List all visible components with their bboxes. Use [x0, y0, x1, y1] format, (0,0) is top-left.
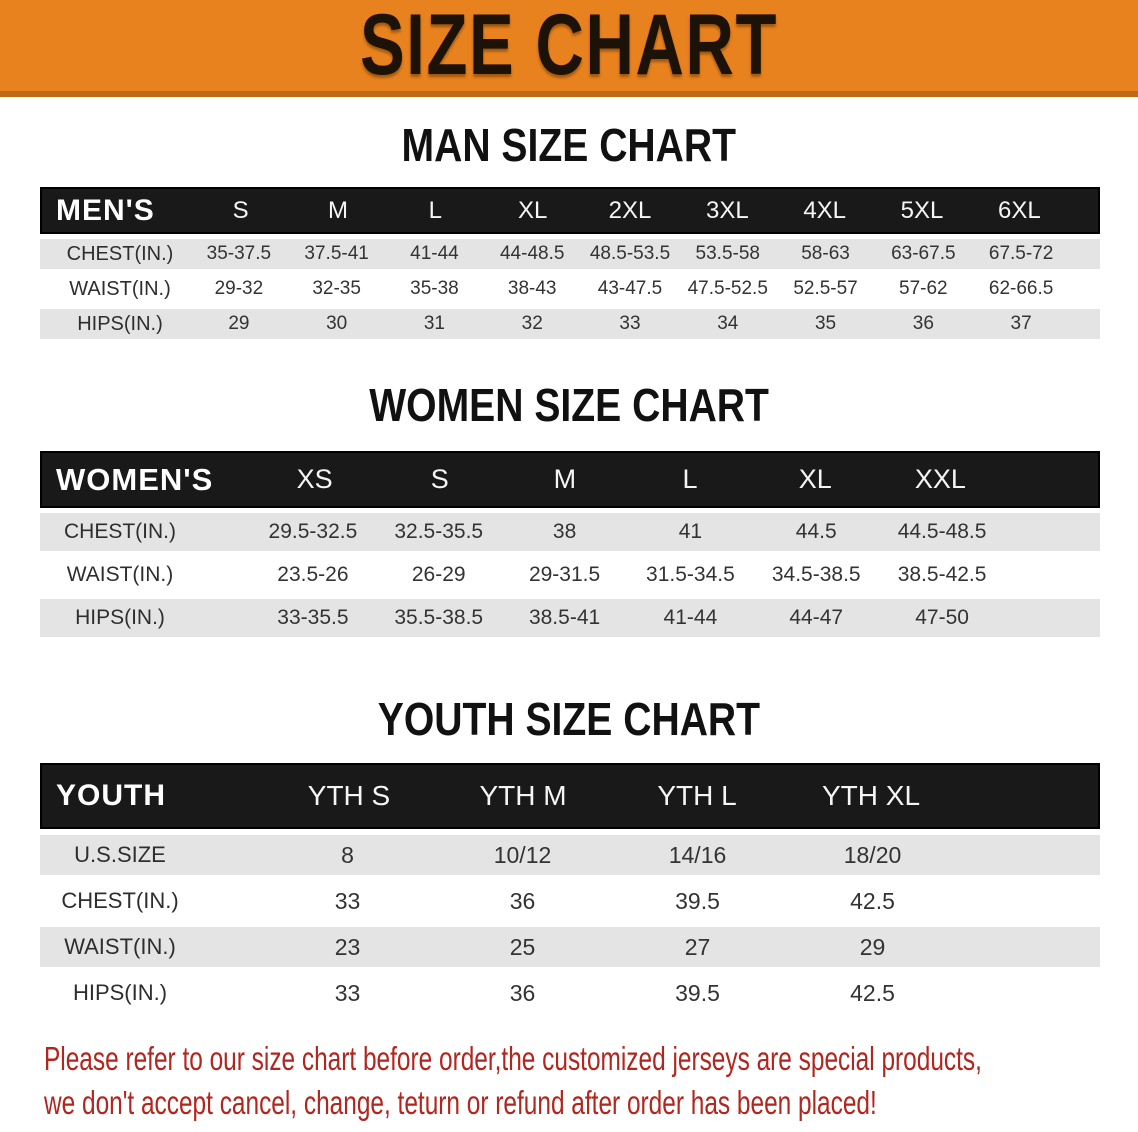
size-cell: 23 [334, 933, 361, 960]
youth-size-chart-heading [0, 693, 1138, 745]
womens-size-table [40, 451, 1100, 637]
table-row [40, 973, 1100, 1013]
table-row [40, 835, 1100, 875]
size-cell: 32 [521, 313, 543, 334]
size-cell: 26-29 [411, 563, 466, 586]
size-column-header: YTH M [479, 780, 567, 811]
size-cell: 57-62 [899, 278, 948, 299]
section-man-size-chart [0, 119, 1138, 339]
size-column-header: M [553, 464, 577, 494]
size-cell: 33 [334, 887, 361, 914]
size-cell: 29 [228, 313, 250, 334]
size-column-header: L [428, 196, 442, 224]
size-cell: 30 [326, 313, 348, 334]
size-cell: 43-47.5 [597, 278, 663, 299]
size-column-header: YTH S [307, 780, 391, 811]
size-cell: 47-50 [915, 606, 969, 629]
size-cell: 34.5-38.5 [771, 563, 861, 586]
size-column-header: M [327, 196, 348, 224]
size-column-header: XL [798, 464, 832, 494]
mens-size-table [40, 187, 1100, 339]
youth-table-label: YOUTH [56, 779, 166, 812]
size-cell: 25 [509, 933, 536, 960]
size-column-header: S [232, 196, 249, 224]
youth-size-chart-heading-text: YOUTH SIZE CHART [377, 693, 761, 745]
size-cell: 31 [423, 313, 445, 334]
row-label: WAIST(IN.) [66, 563, 174, 586]
size-cell: 44.5-48.5 [897, 520, 987, 543]
table-row [40, 274, 1100, 304]
size-cell: 36 [509, 887, 536, 914]
disclaimer-line-2: we don't accept cancel, change, teturn or refund after order has been placed! [44, 1084, 877, 1121]
size-column-header: 3XL [705, 196, 749, 224]
size-cell: 14/16 [668, 841, 727, 868]
table-row [40, 599, 1100, 637]
size-cell: 41-44 [663, 606, 718, 629]
size-cell: 31.5-34.5 [646, 563, 735, 586]
size-cell: 38.5-42.5 [897, 563, 987, 586]
size-column-header: XXL [914, 464, 966, 494]
section-women-size-chart [0, 379, 1138, 637]
size-column-header: L [682, 464, 698, 494]
size-cell: 33 [334, 979, 361, 1006]
size-column-header: 5XL [900, 196, 944, 224]
mens-table-label: MEN'S [56, 193, 155, 227]
size-cell: 48.5-53.5 [589, 243, 671, 264]
table-row [40, 309, 1100, 339]
row-label: CHEST(IN.) [64, 520, 176, 543]
womens-table-body [40, 513, 1100, 637]
table-row [40, 556, 1100, 594]
size-cell: 32.5-35.5 [394, 520, 484, 543]
size-column-header: 6XL [997, 196, 1041, 224]
row-label: U.S.SIZE [74, 842, 166, 867]
size-cell: 44-48.5 [499, 243, 565, 264]
size-cell: 34 [717, 313, 739, 334]
size-cell: 37 [1010, 313, 1032, 334]
size-cell: 39.5 [675, 979, 720, 1006]
size-cell: 35 [814, 313, 837, 334]
youth-size-table [40, 763, 1100, 1013]
size-cell: 41 [678, 520, 703, 543]
women-size-chart-heading-text: WOMEN SIZE CHART [369, 379, 769, 431]
table-row [40, 881, 1100, 921]
size-cell: 38.5-41 [528, 606, 601, 629]
size-cell: 29-32 [214, 278, 264, 299]
size-cell: 29.5-32.5 [268, 520, 358, 543]
size-cell: 36 [509, 979, 536, 1006]
mens-table-header-row [40, 187, 1100, 234]
size-cell: 8 [341, 841, 354, 868]
womens-table-header-row [40, 451, 1100, 508]
size-cell: 39.5 [675, 887, 720, 914]
women-size-chart-heading [0, 379, 1138, 431]
size-column-header: XS [296, 464, 333, 494]
youth-table-header-row [40, 763, 1100, 829]
size-column-header: 4XL [803, 196, 847, 224]
size-cell: 38-43 [507, 278, 557, 299]
size-cell: 44.5 [795, 520, 837, 543]
size-cell: 47.5-52.5 [687, 278, 768, 299]
table-row [40, 239, 1100, 269]
size-cell: 41-44 [410, 243, 459, 264]
size-chart-banner [0, 0, 1138, 97]
size-cell: 29 [859, 933, 886, 960]
row-label: HIPS(IN.) [72, 980, 168, 1005]
row-label: HIPS(IN.) [75, 606, 165, 629]
row-label: CHEST(IN.) [66, 242, 174, 265]
row-label: CHEST(IN.) [61, 888, 179, 913]
size-cell: 33 [619, 313, 641, 334]
size-column-header: 2XL [608, 196, 652, 224]
size-cell: 35-37.5 [206, 243, 272, 264]
size-cell: 23.5-26 [277, 563, 349, 586]
size-cell: 35.5-38.5 [394, 606, 484, 629]
size-cell: 35-38 [410, 278, 459, 299]
size-cell: 52.5-57 [793, 278, 858, 299]
size-cell: 29-31.5 [528, 563, 601, 586]
size-cell: 18/20 [843, 841, 902, 868]
size-column-header: YTH XL [821, 780, 921, 811]
size-cell: 42.5 [850, 979, 895, 1006]
size-cell: 42.5 [850, 887, 895, 914]
section-youth-size-chart [0, 693, 1138, 1013]
size-cell: 10/12 [493, 841, 552, 868]
row-label: WAIST(IN.) [64, 934, 176, 959]
size-cell: 37.5-41 [304, 243, 369, 264]
size-cell: 27 [684, 933, 711, 960]
size-cell: 63-67.5 [891, 243, 956, 264]
womens-table-label: WOMEN'S [56, 461, 214, 497]
table-row [40, 513, 1100, 551]
size-cell: 44-47 [789, 606, 844, 629]
disclaimer-text [44, 1037, 982, 1125]
size-cell: 67.5-72 [988, 243, 1054, 264]
size-cell: 38 [552, 520, 577, 543]
size-cell: 33-35.5 [277, 606, 349, 629]
size-column-header: XL [517, 196, 548, 224]
youth-table-body [40, 835, 1100, 1013]
row-label: WAIST(IN.) [69, 277, 171, 300]
size-column-header: YTH L [657, 780, 737, 811]
man-size-chart-heading-text: MAN SIZE CHART [401, 119, 737, 171]
banner-title: SIZE CHART [359, 0, 779, 93]
table-row [40, 927, 1100, 967]
size-cell: 58-63 [801, 243, 850, 264]
disclaimer-line-1: Please refer to our size chart before order,the customized jerseys are special products, [44, 1040, 982, 1077]
size-cell: 32-35 [312, 278, 361, 299]
size-cell: 62-66.5 [988, 278, 1054, 299]
size-cell: 53.5-58 [695, 243, 760, 264]
mens-table-body [40, 239, 1100, 339]
size-cell: 36 [912, 313, 934, 334]
size-column-header: S [430, 464, 449, 494]
man-size-chart-heading [0, 119, 1138, 171]
row-label: HIPS(IN.) [77, 312, 163, 335]
